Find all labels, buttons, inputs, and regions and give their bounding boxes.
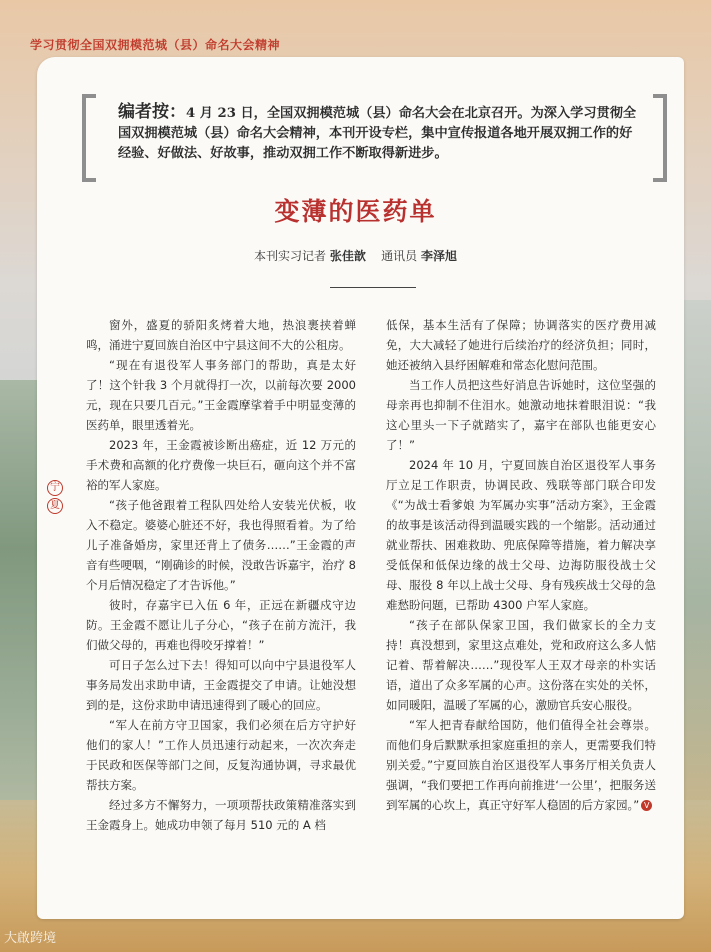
byline-name-correspondent: 李泽旭 — [420, 249, 457, 263]
editor-note — [90, 100, 655, 172]
region-tag-char: 夏 — [47, 498, 63, 514]
bracket-right-decoration — [653, 94, 667, 182]
paragraph-last-text: “军人把青春献给国防，他们值得全社会尊崇。而他们身后默默承担家庭重担的亲人，更需要我们特别关爱。”宁夏回族自治区退役军人事务厅相关负责人强调，“我们要把工作再向前推进‘一公里’，把服务送到军属的心坎上，真正守好军人稳固的后方家园。” — [386, 718, 656, 812]
watermark-brand: 大啟跨境 — [4, 931, 57, 946]
end-mark-icon: V — [641, 800, 652, 811]
bracket-left-decoration — [82, 94, 96, 182]
title-divider — [330, 287, 416, 288]
byline-name-reporter: 张佳歆 — [329, 249, 366, 263]
background-scenery-right — [681, 300, 711, 800]
paragraph: 彼时，存嘉宇已入伍 6 年，正远在新疆戍守边防。王金霞不愿让儿子分心，“孩子在前方流汗，我们做父母的，再难也得咬牙撑着！” — [86, 598, 356, 652]
paragraph: 经过多方不懈努力，一项项帮扶政策精准落实到王金霞身上。她成功申领了每月 510 元的 A 档 — [86, 798, 356, 832]
article-column-right — [386, 315, 656, 815]
paragraph: 当工作人员把这些好消息告诉她时，这位坚强的母亲再也抑制不住泪水。她激动地抹着眼泪说：“我这心里头一下子就踏实了，嘉宇在部队也能更安心了！” — [386, 378, 656, 452]
editor-note-text — [118, 102, 638, 164]
paragraph: “孩子他爸跟着工程队四处给人安装光伏板，收入不稳定。婆婆心脏还不好，我也得照看着。为了给儿子准备婚房，家里还背上了债务……”王金霞的声音有些哽咽，“刚确诊的时候，没敢告诉嘉宇，治疗 8 个月后情况稳定了才告诉他。” — [86, 498, 356, 592]
paragraph: 低保，基本生活有了保障；协调落实的医疗费用减免，大大减轻了她进行后续治疗的经济负担；同时，她还被纳入县纾困解难和常态化慰问范围。 — [386, 318, 656, 372]
editor-note-label: 编者按： — [118, 102, 186, 122]
paragraph: “军人在前方守卫国家，我们必须在后方守护好他们的家人！”工作人员迅速行动起来，一次次奔走于民政和医保等部门之间，反复沟通协调，寻求最优帮扶方案。 — [86, 718, 356, 792]
editor-note-body: 4 月 23 日，全国双拥模范城（县）命名大会在北京召开。为深入学习贯彻全国双拥模范城（县）命名大会精神，本刊开设专栏，集中宣传报道各地开展双拥工作的好经验、好做法、好故事，推动双拥工作不断取得新进步。 — [118, 106, 637, 161]
paragraph: “孩子在部队保家卫国，我们做家长的全力支持！真没想到，家里这点难处，党和政府这么多人惦记着、帮着解决……”现役军人王双才母亲的朴实话语，道出了众多军属的心声。这份落在实处的关怀，如同暖阳，温暖了军属的心，激励官兵安心服役。 — [386, 618, 656, 712]
byline-role-reporter: 本刊实习记者 — [254, 249, 327, 263]
background-scenery-left — [0, 380, 40, 800]
byline-role-correspondent: 通讯员 — [381, 249, 418, 263]
paragraph: 2024 年 10 月，宁夏回族自治区退役军人事务厅立足工作职责，协调民政、残联等部门联合印发《“为战士看爹娘 为军属办实事”活动方案》，王金霞的故事是该活动得到温暖实践的一个缩影。活动通过就业帮扶、困难救助、兜底保障等措施，着力解决享受低保和低保边缘的战士父母、边海防服役战士父母、服役 8 年以上战士父母、身有残疾战士父母的急难愁盼问题，已帮助 4300 户军人家庭。 — [386, 458, 656, 612]
article-title: 变薄的医药单 — [274, 197, 437, 226]
article-column-left — [86, 315, 356, 835]
paragraph: 窗外，盛夏的骄阳炙烤着大地，热浪裹挟着蝉鸣，涌进宁夏回族自治区中宁县这间不大的公租房。 — [86, 318, 356, 352]
paragraph: 2023 年，王金霞被诊断出癌症，近 12 万元的手术费和高额的化疗费像一块巨石，砸向这个并不富裕的军人家庭。 — [86, 438, 356, 492]
paragraph: 可日子怎么过下去！得知可以向中宁县退役军人事务局发出求助申请，王金霞提交了申请。让她没想到的是，这份求助申请迅速得到了暖心的回应。 — [86, 658, 356, 712]
byline — [0, 247, 711, 264]
region-tag — [46, 478, 64, 516]
region-tag-char: 宁 — [47, 480, 63, 496]
paragraph: “现在有退役军人事务部门的帮助，真是太好了！这个针我 3 个月就得打一次，以前每次要 2000 元，现在只要几百元。”王金霞摩挲着手中明显变薄的医药单，眼里透着光。 — [86, 358, 356, 432]
paragraph-last — [386, 715, 656, 815]
section-banner: 学习贯彻全国双拥模范城（县）命名大会精神 — [30, 38, 281, 52]
